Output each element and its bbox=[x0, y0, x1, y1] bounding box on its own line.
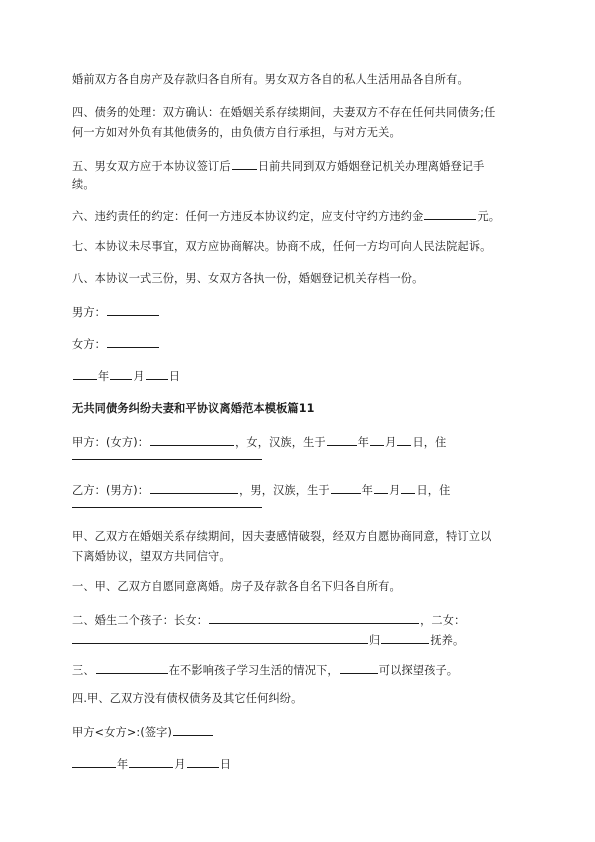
male-label: 男方： bbox=[72, 306, 107, 319]
registration-clause-text-a: 五、男女双方应于本协议签订后 bbox=[72, 160, 231, 173]
party-b-year-label: 年 bbox=[361, 484, 374, 497]
party-b-day-blank bbox=[401, 482, 415, 494]
second-daughter-label: ，二女： bbox=[420, 614, 466, 627]
section-heading: 无共同债务纠纷夫妻和平协议离婚范本模板篇11 bbox=[72, 402, 315, 415]
party-b-year-blank bbox=[331, 482, 361, 494]
no-debt-line: 四.甲、乙双方没有债权债务及其它任何纠纷。 bbox=[72, 692, 303, 705]
party-b-month-blank bbox=[374, 482, 388, 494]
party-a-day-blank bbox=[397, 434, 411, 446]
female-label: 女方： bbox=[72, 338, 107, 351]
party-a-month-label: 月 bbox=[385, 436, 397, 449]
female-signature-blank bbox=[107, 336, 159, 348]
closing-month-label: 月 bbox=[174, 758, 186, 771]
party-a-sign-label: 甲方<女方>:(签字) bbox=[72, 726, 173, 739]
party-a-year-label: 年 bbox=[357, 436, 370, 449]
party-b-month-label: 月 bbox=[389, 484, 401, 497]
visitation-text: 在不影响孩子学习生活的情况下， bbox=[168, 664, 339, 677]
male-signature-blank bbox=[107, 304, 159, 316]
visitation-suffix: 可以探望孩子。 bbox=[378, 664, 459, 677]
closing-year-blank bbox=[72, 756, 116, 768]
party-b-address-blank bbox=[72, 507, 262, 508]
party-a-year-blank bbox=[327, 434, 357, 446]
visiting-party-blank bbox=[340, 662, 378, 674]
party-b-info: ，男，汉族，生于 bbox=[239, 484, 330, 497]
visitation-prefix: 三、 bbox=[72, 664, 95, 677]
party-b-name-blank bbox=[150, 482, 238, 494]
closing-year-label: 年 bbox=[117, 758, 129, 771]
second-daughter-blank bbox=[72, 632, 368, 644]
party-a-label: 甲方：(女方)： bbox=[72, 436, 150, 449]
day-label: 日 bbox=[168, 370, 181, 383]
year-blank bbox=[73, 368, 97, 380]
female-signature-line bbox=[72, 336, 160, 352]
day-blank bbox=[146, 368, 168, 380]
elder-daughter-blank bbox=[209, 612, 419, 624]
debt-clause-line-2: 何一方如对外负有其他债务的，由负债方自行承担，与对方无关。 bbox=[72, 126, 401, 139]
visitation-clause-line bbox=[72, 662, 458, 678]
party-a-line bbox=[72, 434, 446, 450]
party-b-label: 乙方：(男方)： bbox=[72, 484, 150, 497]
children-clause-text: 二、婚生二个孩子：长女： bbox=[72, 614, 209, 627]
custodian-blank bbox=[381, 632, 429, 644]
copies-clause-line: 八、本协议一式三份，男、女双方各执一份，婚姻登记机关存档一份。 bbox=[72, 272, 424, 285]
closing-day-blank bbox=[187, 756, 219, 768]
month-label: 月 bbox=[133, 370, 145, 383]
party-a-sign-blank bbox=[173, 724, 213, 736]
party-a-name-blank bbox=[150, 434, 234, 446]
preamble-line-2: 下离婚协议，望双方共同信守。 bbox=[72, 550, 231, 563]
year-label: 年 bbox=[98, 370, 110, 383]
male-signature-line bbox=[72, 304, 160, 320]
custodial-party-blank bbox=[96, 662, 168, 674]
days-blank bbox=[232, 158, 257, 170]
registration-clause-text-b: 日前共同到双方婚姻登记机关办理离婚登记手 bbox=[257, 160, 485, 173]
party-a-address-blank bbox=[72, 459, 262, 460]
party-a-sign-line bbox=[72, 724, 214, 740]
party-b-line bbox=[72, 482, 450, 498]
liability-clause-line bbox=[72, 208, 500, 224]
closing-date-line bbox=[72, 756, 231, 772]
party-a-day-label: 日，住 bbox=[412, 436, 447, 449]
preamble-line-1: 甲、乙双方在婚姻关系存续期间，因夫妻感情破裂，经双方自愿协商同意，特订立以 bbox=[72, 530, 492, 543]
party-a-info: ，女，汉族，生于 bbox=[235, 436, 326, 449]
property-clause-line: 婚前双方各自房产及存款归各自所有。男女双方各自的私人生活用品各自所有。 bbox=[72, 73, 469, 86]
custody-label: 归 bbox=[369, 634, 381, 647]
custody-text: 抚养。 bbox=[430, 634, 465, 647]
liability-clause-text-b: 元。 bbox=[477, 210, 501, 223]
month-blank bbox=[110, 368, 132, 380]
debt-clause-line-1: 四、债务的处理：双方确认：在婚姻关系存续期间，夫妻双方不存在任何共同债务;任 bbox=[72, 106, 496, 119]
party-a-month-blank bbox=[370, 434, 384, 446]
children-clause-line-2 bbox=[72, 632, 464, 648]
dispute-clause-line: 七、本协议未尽事宜，双方应协商解决。协商不成，任何一方均可向人民法院起诉。 bbox=[72, 240, 492, 253]
registration-clause-line-1 bbox=[72, 158, 485, 174]
closing-day-label: 日 bbox=[219, 758, 232, 771]
children-clause-line-1 bbox=[72, 612, 465, 628]
divorce-consent-line: 一、甲、乙双方自愿同意离婚。房子及存款各自名下归各自所有。 bbox=[72, 580, 401, 593]
liability-clause-text-a: 六、违约责任的约定：任何一方违反本协议约定，应支付守约方违约金 bbox=[72, 210, 424, 223]
penalty-amount-blank bbox=[424, 208, 476, 220]
date-line bbox=[72, 368, 180, 384]
registration-clause-line-2: 续。 bbox=[72, 178, 95, 191]
closing-month-blank bbox=[129, 756, 173, 768]
party-b-day-label: 日，住 bbox=[416, 484, 451, 497]
